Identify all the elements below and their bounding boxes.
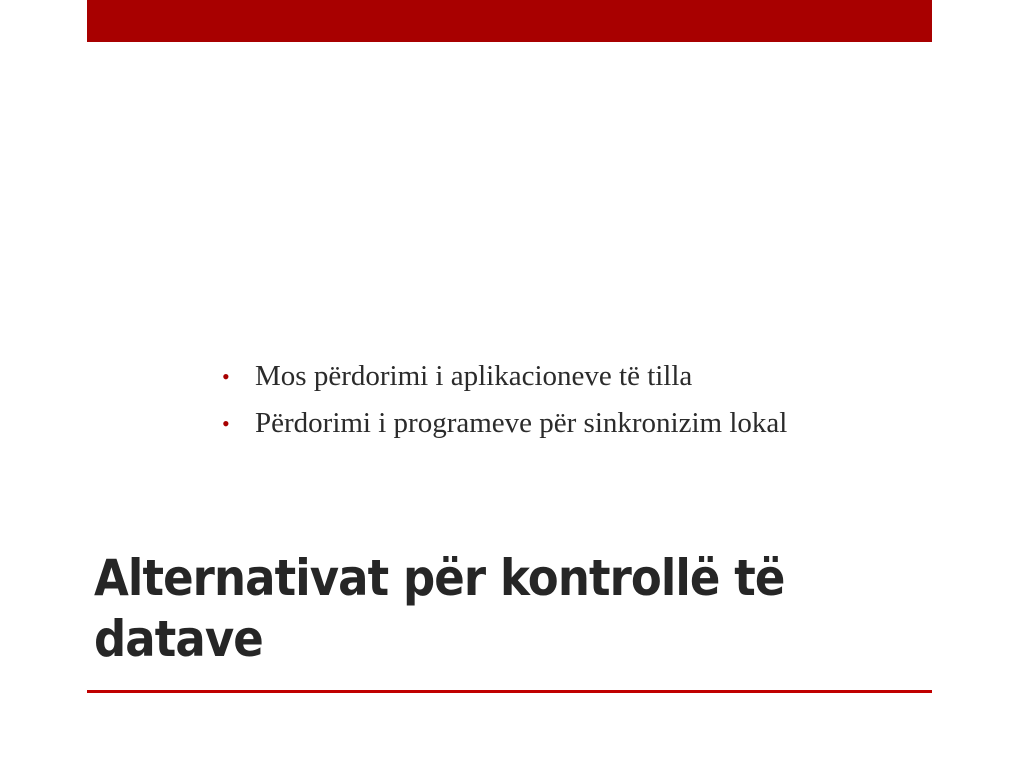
slide-title: Alternativat për kontrollë të datave [94, 549, 785, 668]
bullet-icon: • [222, 364, 230, 389]
bullet-list [222, 353, 942, 447]
bullet-text: Përdorimi i programeve për sinkronizim lokal [255, 407, 788, 439]
bullet-item [222, 353, 942, 400]
bullet-icon: • [222, 411, 230, 436]
bullet-item [222, 400, 942, 447]
title-underline [87, 690, 932, 693]
bullet-text: Mos përdorimi i aplikacioneve të tilla [255, 360, 693, 392]
top-accent-bar [87, 0, 932, 42]
